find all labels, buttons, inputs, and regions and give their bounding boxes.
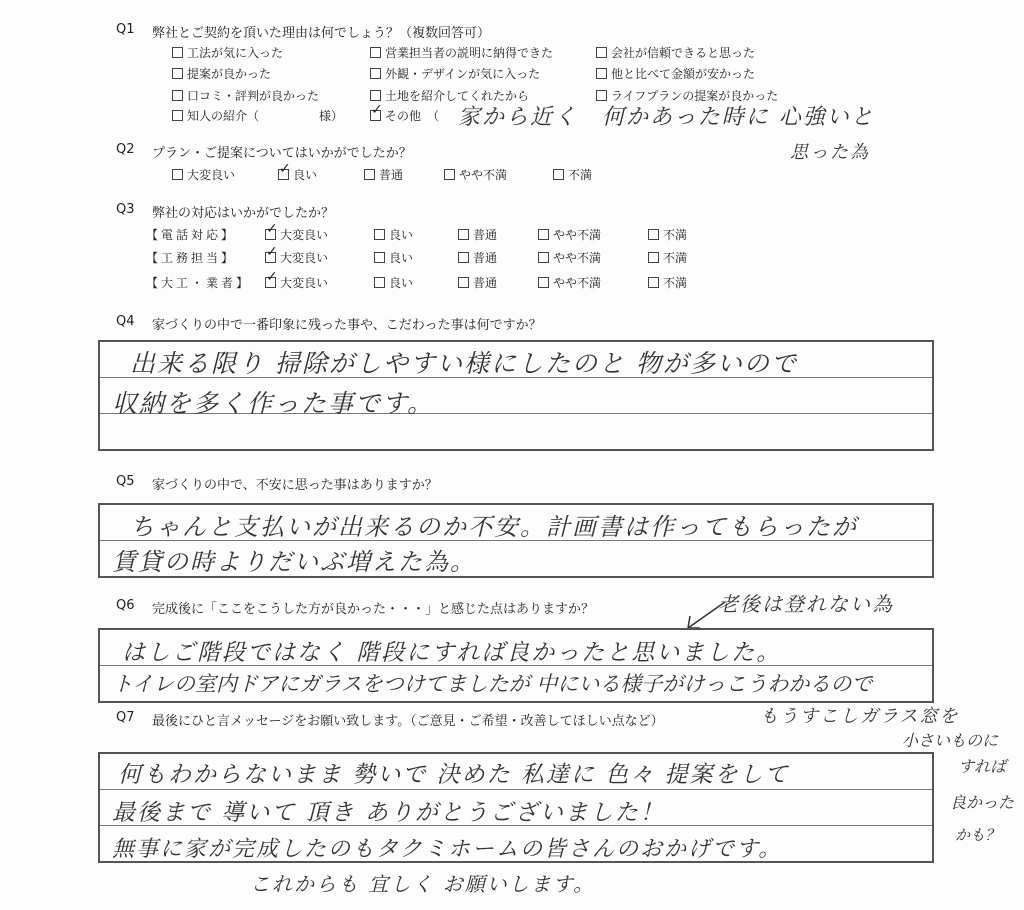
option-label: 工法が気に入った (187, 46, 284, 60)
q3-option (648, 274, 687, 291)
q1-option (172, 44, 283, 61)
checkbox[interactable] (370, 90, 381, 101)
checkbox[interactable] (370, 47, 381, 58)
option-label: やや不満 (459, 168, 508, 182)
option-label: 土地を紹介してくれたから (385, 89, 530, 103)
option-label: 外観・デザインが気に入った (385, 67, 541, 81)
checkbox[interactable] (458, 252, 469, 263)
option-label: 他と比べて金額が安かった (611, 67, 756, 81)
option-label: 大変良い (280, 276, 329, 290)
checkbox[interactable] (648, 277, 659, 288)
q6-answer-line: はしご階段ではなく 階段にすれば良かったと思いました。 (122, 640, 782, 666)
q4-question (116, 314, 542, 333)
checkbox[interactable] (458, 277, 469, 288)
option-label: 良い (389, 276, 414, 290)
checkbox[interactable] (265, 229, 276, 240)
checkbox[interactable] (172, 90, 183, 101)
q6-answer-line: トイレの室内ドアにガラスをつけてましたが 中にいる様子がけっこうわかるので (112, 672, 873, 696)
checkbox[interactable] (444, 169, 455, 180)
q3-text: 弊社の対応はいかがでしたか？ (152, 206, 335, 221)
q3-option (648, 226, 687, 243)
q3-option (458, 274, 497, 291)
option-label: 会社が信頼できると思った (611, 46, 756, 60)
option-label: 良い (389, 228, 414, 242)
q3-question (116, 202, 335, 221)
option-label: 良い (293, 168, 318, 182)
q1-text: 弊社とご契約を頂いた理由は何でしょう？（複数回答可） (152, 26, 491, 41)
option-label: 普通 (473, 276, 498, 290)
q1-option (172, 107, 343, 124)
q3-option (538, 226, 601, 243)
q3-option (265, 274, 328, 291)
q6-number: Q6 (116, 598, 135, 613)
checkbox[interactable] (172, 68, 183, 79)
option-label: その他 （ (385, 109, 440, 123)
q1-option (172, 65, 271, 82)
q7-answer-line: 無事に家が完成したのもタクミホームの皆さんのおかげです。 (112, 837, 783, 862)
checkbox[interactable] (374, 277, 385, 288)
checkbox[interactable] (172, 47, 183, 58)
q7-text: 最後にひと言メッセージをお願い致します。（ご意見・ご希望・改善してほしい点など） (152, 714, 664, 729)
q2-option (444, 166, 507, 183)
q5-answer-line: ちゃんと支払いが出来るのか不安。計画書は作ってもらったが (130, 513, 858, 541)
q3-option (374, 274, 413, 291)
q5-question (116, 474, 438, 493)
q1-number: Q1 (116, 22, 135, 37)
q4-answer-line: 収納を多く作った事です。 (112, 389, 435, 418)
q1-option (370, 87, 529, 104)
q3-option (538, 249, 601, 266)
q6-side-note: もうすこしガラス窓を (760, 706, 960, 727)
checkbox[interactable] (648, 229, 659, 240)
q7-number: Q7 (116, 710, 135, 725)
q6-side-note: 良かった (950, 793, 1015, 812)
q1-other-answer-cont: 思った為 (790, 142, 870, 163)
option-label: 不満 (663, 251, 688, 265)
checkbox[interactable] (370, 110, 381, 121)
q3-option (374, 226, 413, 243)
option-label: 不満 (568, 168, 593, 182)
checkbox[interactable] (172, 110, 183, 121)
q7-answer-line: これからも 宜しく お願いします。 (250, 872, 596, 896)
option-label: 不満 (663, 276, 688, 290)
q3-number: Q3 (116, 202, 135, 217)
option-label: やや不満 (553, 251, 602, 265)
q2-option (278, 166, 317, 183)
q1-option (596, 44, 755, 61)
option-label: 知人の紹介（ 様） (187, 109, 344, 123)
checkbox[interactable] (374, 252, 385, 263)
q4-answer-line: 出来る限り 掃除がしやすい様にしたのと 物が多いので (130, 349, 798, 378)
q1-option (370, 65, 540, 82)
q1-question (116, 22, 491, 41)
checkbox[interactable] (265, 277, 276, 288)
q3-row-label: 【大工・業者】 (146, 276, 252, 290)
q7-question (116, 710, 664, 729)
checkbox[interactable] (364, 169, 375, 180)
option-label: 大変良い (187, 168, 236, 182)
checkbox[interactable] (374, 229, 385, 240)
q5-number: Q5 (116, 474, 135, 489)
q6-text: 完成後に「ここをこうした方が良かった・・・」と感じた点はありますか？ (152, 602, 595, 617)
checkbox[interactable] (553, 169, 564, 180)
q2-text: プラン・ご提案についてはいかがでしたか？ (152, 146, 412, 161)
q3-option (458, 249, 497, 266)
option-label: 営業担当者の説明に納得できた (385, 46, 554, 60)
q4-text: 家づくりの中で一番印象に残った事や、こだわった事は何ですか？ (152, 318, 542, 333)
q7-answer-line: 最後まで 導いて 頂き ありがとうございました！ (112, 800, 665, 826)
q6-side-note: 小さいものに (902, 731, 999, 750)
q6-side-note: かも？ (955, 826, 1001, 844)
option-label: 提案が良かった (187, 67, 272, 81)
q6-question (116, 598, 595, 617)
option-label: 普通 (473, 228, 498, 242)
q3-option (648, 249, 687, 266)
q1-other-answer: 家から近く 何かあった時に 心強いと (458, 105, 875, 130)
q5-answer-line: 賃貸の時よりだいぶ増えた為。 (112, 548, 476, 576)
checkbox[interactable] (370, 68, 381, 79)
checkbox[interactable] (596, 47, 607, 58)
q1-option (596, 87, 778, 104)
option-label: 大変良い (280, 251, 329, 265)
q3-option (265, 226, 328, 243)
checkbox[interactable] (538, 252, 549, 263)
q4-number: Q4 (116, 314, 135, 329)
q3-row-label: 【電話対応】 (146, 228, 237, 242)
q3-row-label: 【工務担当】 (146, 251, 237, 265)
q2-option (553, 166, 592, 183)
q2-option (172, 166, 235, 183)
checkbox[interactable] (265, 252, 276, 263)
checkbox[interactable] (648, 252, 659, 263)
q1-option (596, 65, 755, 82)
checkbox[interactable] (172, 169, 183, 180)
q5-text: 家づくりの中で、不安に思った事はありますか？ (152, 478, 438, 493)
q3-option (374, 249, 413, 266)
option-label: 良い (389, 251, 414, 265)
q3-option (538, 274, 601, 291)
option-label: 口コミ・評判が良かった (187, 89, 320, 103)
q6-side-note: すれば (958, 757, 1007, 776)
q7-answer-line: 何もわからないまま 勢いで 決めた 私達に 色々 提案をして (118, 762, 790, 788)
option-label: やや不満 (553, 228, 602, 242)
q3-option (265, 249, 328, 266)
checkbox[interactable] (596, 68, 607, 79)
q1-option (370, 44, 553, 61)
option-label: 普通 (473, 251, 498, 265)
checkbox[interactable] (538, 277, 549, 288)
checkbox[interactable] (596, 90, 607, 101)
checkbox[interactable] (278, 169, 289, 180)
q2-question (116, 142, 412, 161)
checkbox[interactable] (458, 229, 469, 240)
checkbox[interactable] (538, 229, 549, 240)
q2-number: Q2 (116, 142, 135, 157)
option-label: 大変良い (280, 228, 329, 242)
q2-option (364, 166, 403, 183)
option-label: ライフプランの提案が良かった (611, 89, 779, 103)
q3-option (458, 226, 497, 243)
q1-option (172, 87, 319, 104)
q6-margin-note: 老後は登れない為 (718, 592, 894, 616)
option-label: 不満 (663, 228, 688, 242)
q1-option (370, 107, 439, 124)
option-label: やや不満 (553, 276, 602, 290)
option-label: 普通 (379, 168, 404, 182)
